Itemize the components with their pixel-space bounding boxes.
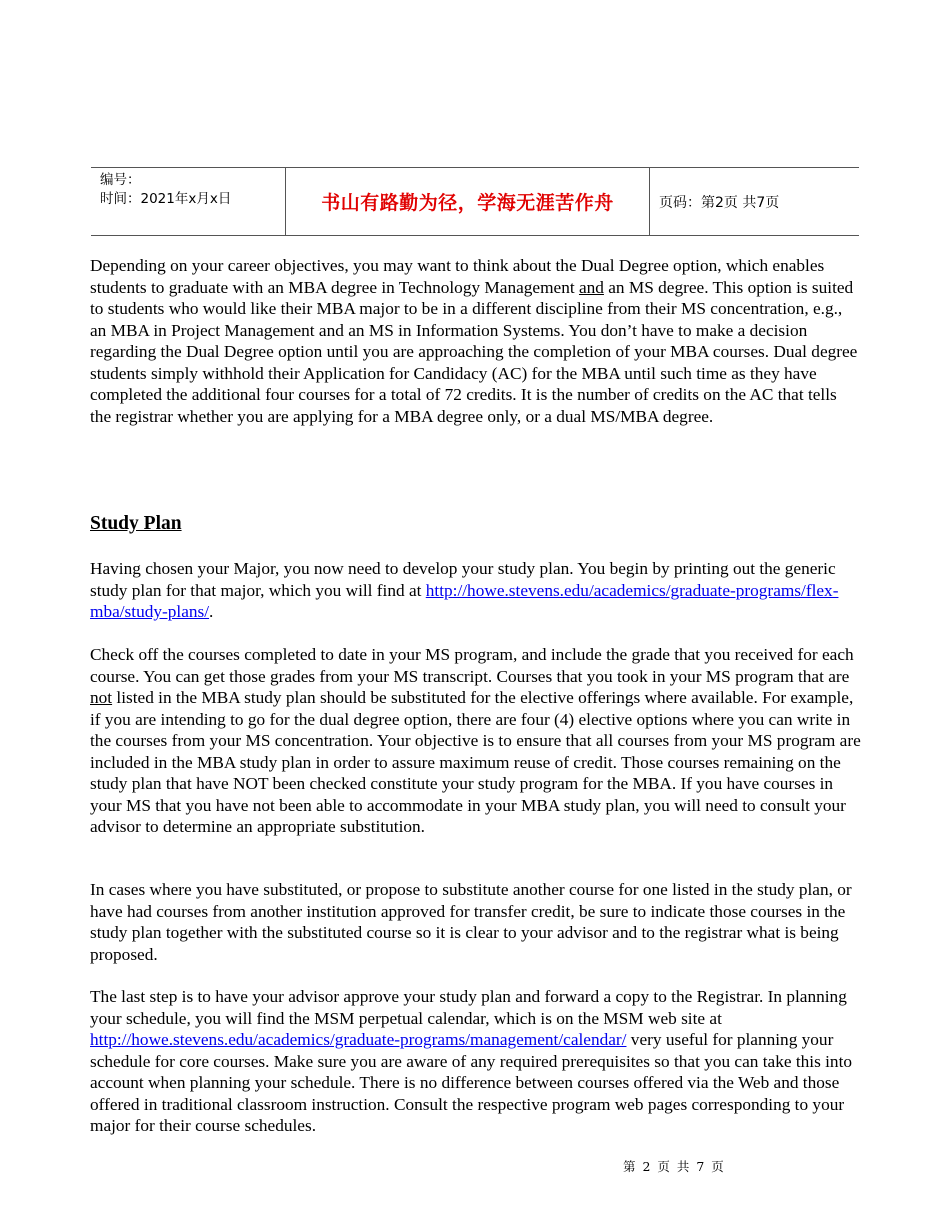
paragraph-text: listed in the MBA study plan should be substituted for the elective offerings where available. For example, if you are intending to go for the dual degree option, there are four (4) elective options where you can write in the courses from your MS concentration. Your objective is to ensure that all courses from your MS program are included in the MBA study plan in order to assure maximum reuse of credit. Those courses remaining on the study plan that have NOT been checked constitute your study program for the MBA. If you have courses in your MS that you have not been able to accommodate in your MBA study plan, you will need to consult your advisor to determine an appropriate substitution. — [90, 688, 861, 836]
study-plans-link[interactable]: http://howe.stevens.edu/academics/graduate-programs/flex-mba/study-plans/ — [90, 580, 839, 621]
section-heading-study-plan: Study Plan — [90, 513, 182, 534]
paragraph-study-plan-intro — [90, 558, 862, 623]
paragraph-text: The last step is to have your advisor approve your study plan and forward a copy to the Registrar. In planning your schedule, you will find the MSM perpetual calendar, which is on the MSM web site at — [90, 987, 847, 1028]
paragraph-text: In cases where you have substituted, or propose to substitute another course for one listed in the study plan, or have had courses from another institution approved for transfer credit, be sure to indicate those courses in the study plan together with the substituted course so it is clear to your advisor and to the registrar what is being proposed. — [90, 880, 852, 964]
underlined-word: not — [90, 688, 113, 707]
header-motto: 书山有路勤为径，学海无涯苦作舟 — [286, 168, 650, 235]
paragraph-text: Check off the courses completed to date in your MS program, and include the grade that you received for each course. You can get those grades from your MS transcript. Courses that you took in your MS program that are — [90, 645, 854, 686]
header-table — [91, 167, 859, 236]
paragraph-text: Having chosen your Major, you now need to develop your study plan. You begin by printing out the generic study plan for that major, which you will find at — [90, 559, 836, 600]
paragraph-dual-degree — [90, 255, 862, 427]
calendar-link[interactable]: http://howe.stevens.edu/academics/graduate-programs/management/calendar/ — [90, 1030, 627, 1049]
paragraph-check-off-courses — [90, 644, 862, 838]
header-info-cell — [91, 168, 286, 235]
page-footer: 第 2 页 共 7 页 — [623, 1159, 724, 1174]
paragraph-last-step — [90, 986, 862, 1137]
paragraph-text: very useful for planning your schedule for core courses. Make sure you are aware of any required prerequisites so that you can take this into account when planning your schedule. There is no difference between courses offered via the Web and those offered in traditional classroom instruction. Consult the respective program web pages corresponding to your major for their course schedules. — [90, 1030, 853, 1135]
paragraph-text: Depending on your career objectives, you may want to think about the Dual Degree option, which enables students to graduate with an MBA degree in Technology Management — [90, 256, 825, 297]
paragraph-substitutions — [90, 879, 862, 965]
number-label: 编号： — [100, 172, 141, 188]
paragraph-text: an MS degree. This option is suited to students who would like their MBA major to be in a different discipline from their MS concentration, e.g., an MBA in Project Management and an MS in Information Systems. You don’t have to make a decision regarding the Dual Degree option until you are approaching the completion of your MBA courses. Dual degree students simply withhold their Application for Candidacy (AC) for the MBA until such time as they have completed the additional four courses for a total of 72 credits. It is the number of credits on the AC that tells the registrar whether you are applying for a MBA degree only, or a dual MS/MBA degree. — [90, 277, 858, 426]
paragraph-text: . — [209, 602, 214, 621]
underlined-word: and — [578, 277, 604, 297]
header-page-code: 页码：第2页 共7页 — [659, 194, 780, 211]
time-label: 时间：2021年x月x日 — [100, 191, 232, 207]
